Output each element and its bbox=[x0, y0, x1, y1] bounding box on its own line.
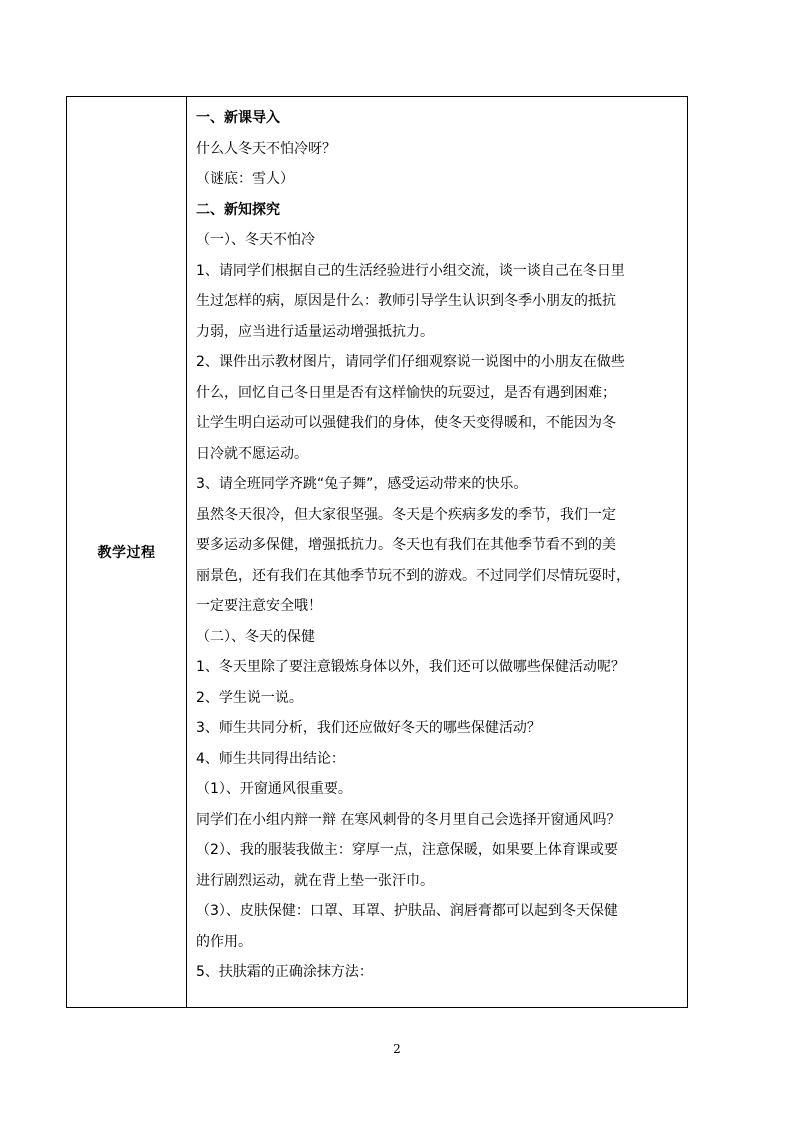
text-line: 5、扶肤霜的正确涂抹方法： bbox=[196, 964, 373, 980]
content-cell bbox=[188, 97, 687, 1007]
text-line: 生过怎样的病，原因是什么：教师引导学生认识到冬季小朋友的抵抗 bbox=[196, 293, 616, 309]
text-line: （2）、我的服装我做主：穿厚一点，注意保暖，如果要上体育课或要 bbox=[196, 842, 618, 858]
row-label: 教学过程 bbox=[97, 545, 156, 561]
text-line: 1、冬天里除了要注意锻炼身体以外，我们还可以做哪些保健活动呢？ bbox=[196, 659, 625, 675]
text-line: 力弱，应当进行适量运动增强抵抗力。 bbox=[196, 323, 434, 340]
text-line: 一定要注意安全哦！ bbox=[196, 598, 322, 614]
text-line: 丽景色，还有我们在其他季节玩不到的游戏。不过同学们尽情玩耍时， bbox=[196, 567, 630, 584]
section-heading: 一、新课导入 bbox=[196, 110, 280, 126]
text-line: （1）、开窗通风很重要。 bbox=[196, 781, 352, 797]
text-line: 3、师生共同分析，我们还应做好冬天的哪些保健活动？ bbox=[196, 720, 541, 736]
text-line: 什么人冬天不怕冷呀？ bbox=[196, 140, 336, 157]
text-line: 的作用。 bbox=[196, 933, 252, 950]
text-line: 同学们在小组内辩一辩 在寒风刺骨的冬月里自己会选择开窗通风吗？ bbox=[196, 811, 621, 828]
text-line: （二）、冬天的保健 bbox=[196, 628, 315, 645]
row-label-cell bbox=[67, 97, 187, 1007]
text-line: 日冷就不愿运动。 bbox=[196, 445, 308, 462]
text-line: 3、请全班同学齐跳“兔子舞”，感受运动带来的快乐。 bbox=[196, 476, 528, 492]
text-line: 要多运动多保健，增强抵抗力。冬天也有我们在其他季节看不到的美 bbox=[196, 537, 616, 553]
text-line: 什么，回忆自己冬日里是否有这样愉快的玩耍过，是否有遇到困难； bbox=[196, 384, 616, 401]
text-line: 2、课件出示教材图片，请同学们仔细观察说一说图中的小朋友在做些 bbox=[196, 354, 625, 370]
text-line: 虽然冬天很冷，但大家很坚强。冬天是个疾病多发的季节，我们一定 bbox=[196, 506, 616, 523]
text-line: 1、请同学们根据自己的生活经验进行小组交流，谈一谈自己在冬日里 bbox=[196, 262, 625, 279]
text-line: 让学生明白运动可以强健我们的身体，使冬天变得暖和，不能因为冬 bbox=[196, 415, 616, 431]
text-line: 4、师生共同得出结论： bbox=[196, 750, 345, 767]
lesson-plan-table bbox=[66, 96, 688, 1008]
text-line: 2、学生说一说。 bbox=[196, 689, 303, 706]
text-line: 进行剧烈运动，就在背上垫一张汗巾。 bbox=[196, 872, 434, 889]
section-heading: 二、新知探究 bbox=[196, 201, 280, 218]
page-number: 2 bbox=[393, 1042, 401, 1056]
text-line: （谜底：雪人） bbox=[196, 171, 294, 187]
text-line: （一）、冬天不怕冷 bbox=[196, 232, 315, 248]
text-line: （3）、皮肤保健：口罩、耳罩、护肤品、润唇膏都可以起到冬天保健 bbox=[196, 903, 618, 919]
